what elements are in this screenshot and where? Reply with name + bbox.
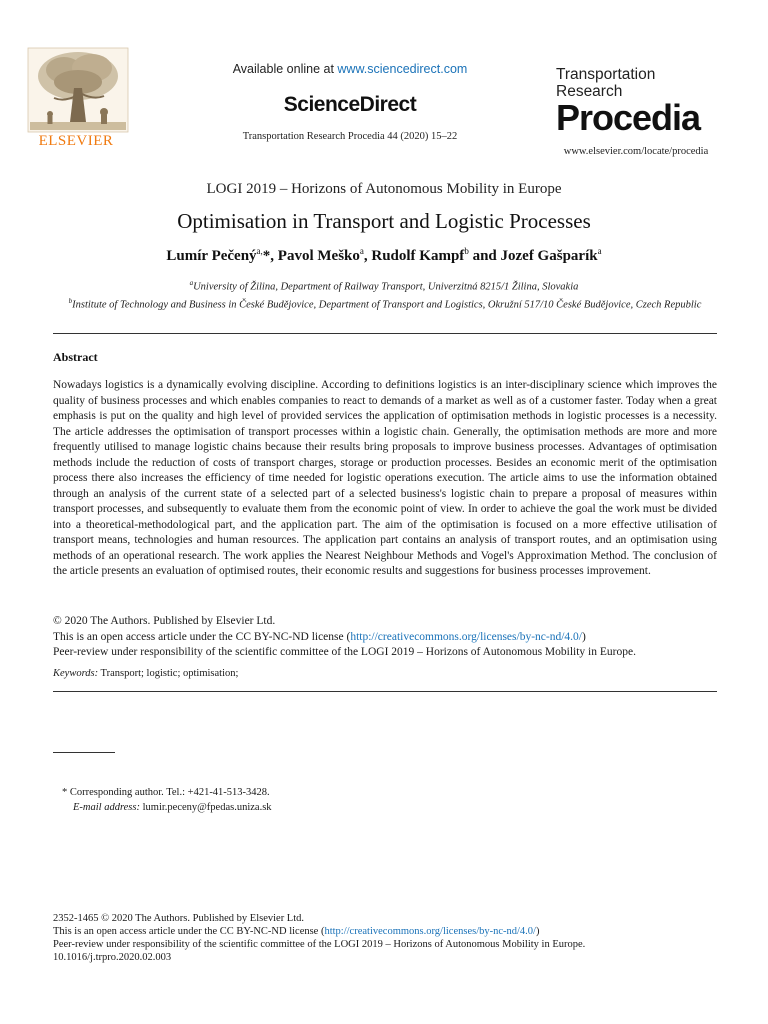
corresponding-author-line: * Corresponding author. Tel.: +421-41-513-3428. (62, 787, 270, 798)
author-separator: , (270, 248, 278, 264)
available-online-line (200, 62, 500, 76)
footnote-divider (53, 752, 115, 753)
affiliation-text: Institute of Technology and Business in České Budějovice, Department of Transport and Logistics, Okružní 517/10 České Budějovice, Czech Republic (72, 299, 702, 311)
footer-license-suffix: ) (535, 926, 540, 937)
correspondence-footnote (62, 785, 272, 815)
license-link[interactable]: http://creativecommons.org/licenses/by-nc-nd/4.0/ (350, 630, 582, 643)
affiliation-a (40, 279, 728, 293)
author-separator: , (363, 248, 372, 264)
author-list (0, 246, 768, 265)
journal-logo (556, 66, 716, 136)
footer-peer-review-line: Peer-review under responsibility of the scientific committee of the LOGI 2019 – Horizons of Autonomous Mobility in Europe. (53, 939, 586, 950)
divider (53, 691, 717, 692)
sciencedirect-link[interactable]: www.sciencedirect.com (337, 62, 468, 76)
doi-line[interactable]: 10.1016/j.trpro.2020.02.003 (53, 952, 172, 963)
conference-name: LOGI 2019 – Horizons of Autonomous Mobility in Europe (206, 181, 562, 197)
license-suffix: ) (581, 630, 586, 643)
license-line (53, 630, 733, 646)
affiliation-b (60, 294, 710, 313)
email-line (62, 800, 272, 815)
author-name: Rudolf Kampf (371, 248, 465, 264)
license-prefix: This is an open access article under the CC BY-NC-ND license ( (53, 630, 351, 643)
paper-title: Optimisation in Transport and Logistic Processes (177, 209, 591, 233)
peer-review-line: Peer-review under responsibility of the scientific committee of the LOGI 2019 – Horizons of Autonomous Mobility in Europe. (53, 646, 636, 658)
copyright-block (53, 614, 733, 661)
journal-logo-line1: Transportation (556, 66, 656, 83)
keywords-line (53, 668, 238, 679)
journal-logo-line2: Research (556, 83, 623, 100)
email-address[interactable]: lumir.peceny@fpedas.uniza.sk (139, 802, 272, 813)
footer-license-link[interactable]: http://creativecommons.org/licenses/by-nc-nd/4.0/ (324, 926, 536, 937)
divider (53, 333, 717, 334)
footer-license-line (53, 925, 733, 938)
abstract-heading: Abstract (53, 350, 98, 364)
page-footer (53, 912, 733, 964)
author-name: Pavol Meško (277, 248, 360, 264)
affiliation-text: University of Žilina, Department of Railway Transport, Univerzitná 8215/1 Žilina, Slovakia (193, 281, 579, 293)
available-prefix: Available online at (232, 62, 338, 76)
keywords-text: Transport; logistic; optimisation; (98, 668, 239, 679)
affiliation-mark: b (68, 297, 73, 305)
author-name: Jozef Gašparík (500, 248, 598, 264)
affiliation-mark: a (189, 279, 194, 287)
copyright-line: © 2020 The Authors. Published by Elsevier Ltd. (53, 615, 276, 627)
journal-logo-line3: Procedia (556, 97, 701, 138)
author-affiliation-mark: a (597, 246, 602, 256)
journal-citation: Transportation Research Procedia 44 (2020) 15–22 (242, 131, 458, 142)
keywords-label: Keywords: (53, 668, 99, 679)
author-affiliation-mark: a, (256, 246, 263, 256)
corresponding-mark: * (262, 248, 271, 264)
journal-url[interactable]: www.elsevier.com/locate/procedia (563, 146, 709, 157)
publisher-logo-text: ELSEVIER (38, 133, 114, 149)
author-affiliation-mark: b (464, 246, 469, 256)
footer-license-prefix: This is an open access article under the CC BY-NC-ND license ( (53, 926, 325, 937)
author-name: Lumír Pečený (166, 248, 257, 264)
issn-line: 2352-1465 © 2020 The Authors. Published by Elsevier Ltd. (53, 913, 305, 924)
platform-name: ScienceDirect (283, 93, 417, 116)
author-affiliation-mark: a (359, 246, 364, 256)
email-label: E-mail address: (73, 802, 140, 813)
abstract-body: Nowadays logistics is a dynamically evolving discipline. According to definitions logistics is an inter-disciplinary science which improves the quality of business processes and which enables companies to react to demands of a market as well as of a customer faster. Today when a great emphasis is put on the quality and high level of provided services the application of optimisation methods in logistic processes is a necessity. The article addresses the optimisation of transport processes within a logistic chain. Generally, the optimisation methods are more and more frequently utilised to manage logistic chains because their results bring proposals to improve business processes. Advantages of optimisation methods include the reduction of costs of transport charges, storage or production processes. Besides an economic merit of the optimisation process there also increases the efficiency of time needed for logistic operations execution. The article aims to use the information obtained through an analysis of the current state of a selected part of a selected business's logistic chain to prepare a proposal of measures within transport processes, and subsequently to evaluate them from the economic point of view. In order to achieve the goal the work must be divided into a theoretical-methodological part, and the application part. The aim of the optimisation is focused on a more effective utilisation of transport means, technologies and human resources. The application part contains an analysis of transport routes, and an optimisation using methods of an operational research. The work applies the Nearest Neighbour Methods and Vogel's Approximation Method. The conclusion of the article presents an evaluation of optimised routes, their economic results and suggestions for business processes improvement. (53, 379, 717, 577)
author-separator: and (468, 248, 501, 264)
